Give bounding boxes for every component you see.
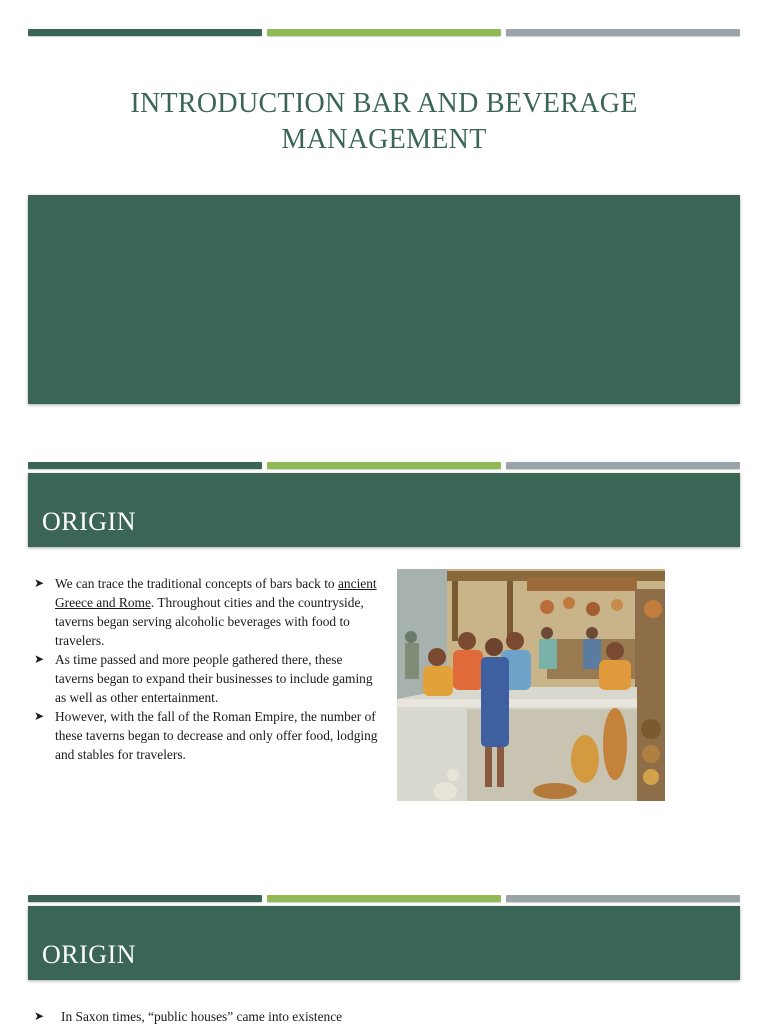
arrowhead-bullet-icon: ➤ — [34, 652, 45, 666]
section-header — [28, 906, 740, 980]
list-item: ➤ In Saxon times, “public houses” came into existence — [34, 1009, 343, 1024]
section-header — [28, 473, 740, 547]
arrowhead-bullet-icon: ➤ — [34, 1009, 45, 1023]
list-item: ➤ However, with the fall of the Roman Empire, the number of these taverns began to decrease and only offer food, lodging and stables for travelers. — [34, 709, 378, 762]
accent-bar-light-green — [267, 462, 501, 469]
list-item: ➤ As time passed and more people gathered there, these taverns began to expand their businesses to include gaming as well as other entertainment. — [34, 652, 373, 705]
accent-bars — [28, 462, 740, 469]
accent-bar-gray — [506, 895, 740, 902]
accent-bar-gray — [506, 462, 740, 469]
bullet-list — [28, 574, 378, 764]
history-link[interactable]: ancient Greece and Rome — [55, 576, 377, 610]
accent-bar-light-green — [267, 895, 501, 902]
section-title: ORIGIN — [42, 507, 136, 536]
bullet-list — [28, 1007, 528, 1026]
accent-bar-dark-green — [28, 462, 262, 469]
accent-bar-dark-green — [28, 895, 262, 902]
section-title: ORIGIN — [42, 940, 136, 969]
arrowhead-bullet-icon: ➤ — [34, 576, 45, 590]
roman-tavern-illustration — [397, 569, 665, 801]
slide-title-line-2: MANAGEMENT — [281, 124, 487, 155]
list-item: ➤ We can trace the traditional concepts of bars back to ancient Greece and Rome. Throughout cities and the countryside, taverns began serving alcoholic beverages with food to travelers. — [34, 576, 377, 648]
accent-bars — [28, 895, 740, 902]
slide-title-line-1: INTRODUCTION BAR AND BEVERAGE — [130, 88, 638, 119]
arrowhead-bullet-icon: ➤ — [34, 709, 45, 723]
slide-3 — [0, 860, 768, 1024]
